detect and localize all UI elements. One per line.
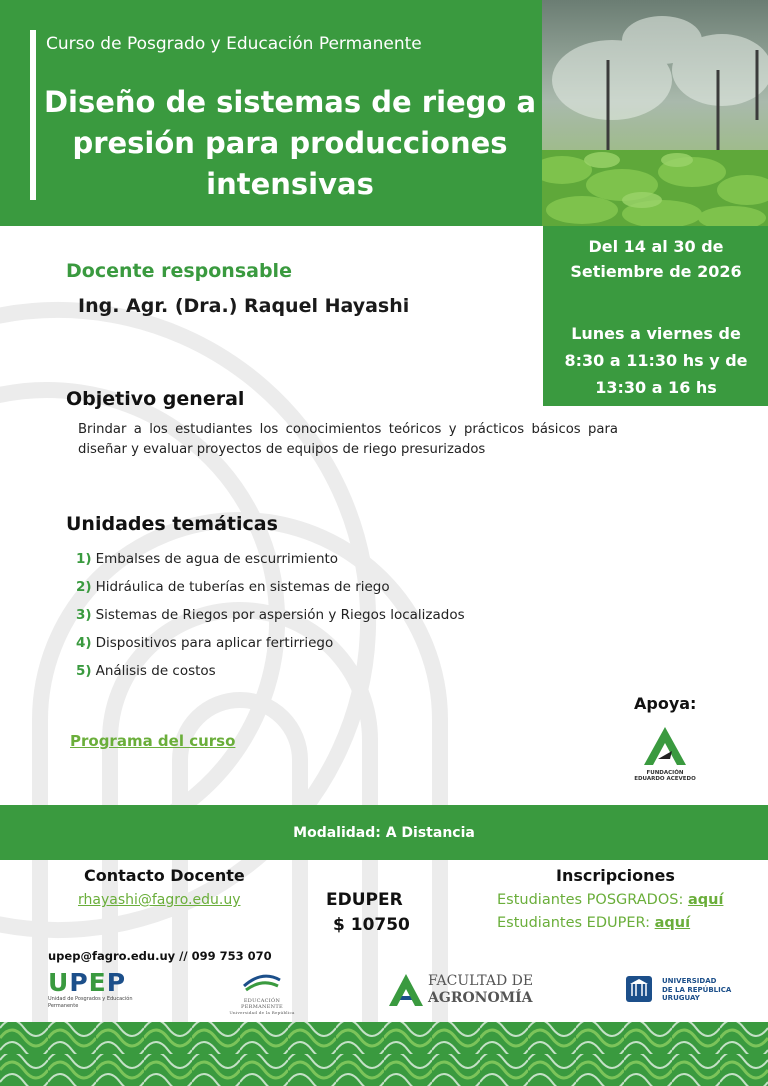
contacto-heading: Contacto Docente (84, 866, 245, 885)
udelar-line3: URUGUAY (662, 994, 700, 1002)
unit-number: 1) (76, 551, 92, 567)
unidades-heading: Unidades temáticas (66, 513, 278, 535)
facultad-agronomia-logo (388, 971, 548, 1009)
educacion-permanente-logo (226, 970, 298, 1014)
unit-number: 4) (76, 635, 92, 651)
fagro-line2: AGRONOMÍA (428, 990, 533, 1006)
inscripciones-heading: Inscripciones (556, 866, 675, 885)
udelar-line2: DE LA REPÚBLICA (662, 985, 732, 994)
header-accent-bar (30, 30, 36, 200)
upep-contact: upep@fagro.edu.uy // 099 753 070 (48, 949, 272, 963)
eduper-link[interactable]: aquí (654, 915, 691, 931)
contacto-email-link[interactable]: rhayashi@fagro.edu.uy (78, 892, 241, 908)
precio-label: EDUPER (326, 890, 403, 910)
docente-heading: Docente responsable (66, 260, 292, 282)
fundacion-text-2: EDUARDO ACEVEDO (634, 776, 696, 782)
modalidad-text: Modalidad: A Distancia (293, 824, 475, 841)
irrigation-photo (542, 0, 768, 226)
list-item (76, 657, 465, 685)
inscripcion-eduper (497, 915, 690, 931)
fagro-a-icon (388, 973, 424, 1007)
inscripcion-posgrados (497, 892, 723, 908)
modalidad-bar (0, 805, 768, 860)
programa-link[interactable]: Programa del curso (70, 732, 236, 750)
fundacion-text-1: FUNDACIÓN (646, 770, 684, 776)
footer-pattern (0, 1022, 768, 1086)
unit-label: Dispositivos para aplicar fertirriego (95, 635, 334, 651)
objetivo-text: Brindar a los estudiantes los conocimientos teóricos y prácticos básicos para diseñar y evaluar proyectos de equipos de riego presurizados (78, 422, 618, 457)
udelar-seal-icon (624, 974, 654, 1004)
upep-sub: Unidad de Posgrados y Educación Permanente (48, 996, 133, 1009)
list-item (76, 545, 465, 573)
fundacion-logo (632, 723, 698, 783)
upep-word: UPEP (48, 968, 127, 997)
unit-number: 3) (76, 607, 92, 623)
fagro-line1: FACULTAD DE (428, 973, 534, 989)
ep-title: EDUCACIÓN PERMANENTE (241, 998, 283, 1010)
unit-number: 5) (76, 663, 92, 679)
header-banner (0, 0, 542, 226)
eduper-label: Estudiantes EDUPER: (497, 915, 651, 931)
posgrados-label: Estudiantes POSGRADOS: (497, 892, 684, 908)
schedule-box (543, 226, 768, 406)
posgrados-link[interactable]: aquí (687, 892, 724, 908)
ep-swoosh-icon (240, 970, 284, 994)
list-item (76, 601, 465, 629)
list-item (76, 629, 465, 657)
docente-name: Ing. Agr. (Dra.) Raquel Hayashi (78, 295, 410, 317)
unit-label: Embalses de agua de escurrimiento (95, 551, 339, 567)
udelar-logo (624, 974, 734, 1008)
unit-label: Análisis de costos (95, 663, 216, 679)
objetivo-heading: Objetivo general (66, 388, 245, 410)
unit-label: Sistemas de Riegos por aspersión y Riegos localizados (95, 607, 465, 623)
apoya-label: Apoya: (634, 694, 697, 713)
unidades-list (76, 545, 465, 685)
udelar-line1: UNIVERSIDAD (662, 977, 717, 985)
ep-sub: Universidad de la República (229, 1010, 295, 1015)
unit-number: 2) (76, 579, 92, 595)
header-subtitle: Curso de Posgrado y Educación Permanente (46, 34, 422, 54)
unit-label: Hidráulica de tuberías en sistemas de riego (95, 579, 390, 595)
course-times: Lunes a viernes de 8:30 a 11:30 hs y de 13:30 a 16 hs (564, 324, 748, 397)
course-title: Diseño de sistemas de riego a presión para producciones intensivas (43, 85, 537, 201)
upep-logo (48, 970, 138, 1012)
course-dates: Del 14 al 30 de Setiembre de 2026 (570, 237, 742, 281)
precio-amount: $ 10750 (333, 915, 410, 935)
list-item (76, 573, 465, 601)
